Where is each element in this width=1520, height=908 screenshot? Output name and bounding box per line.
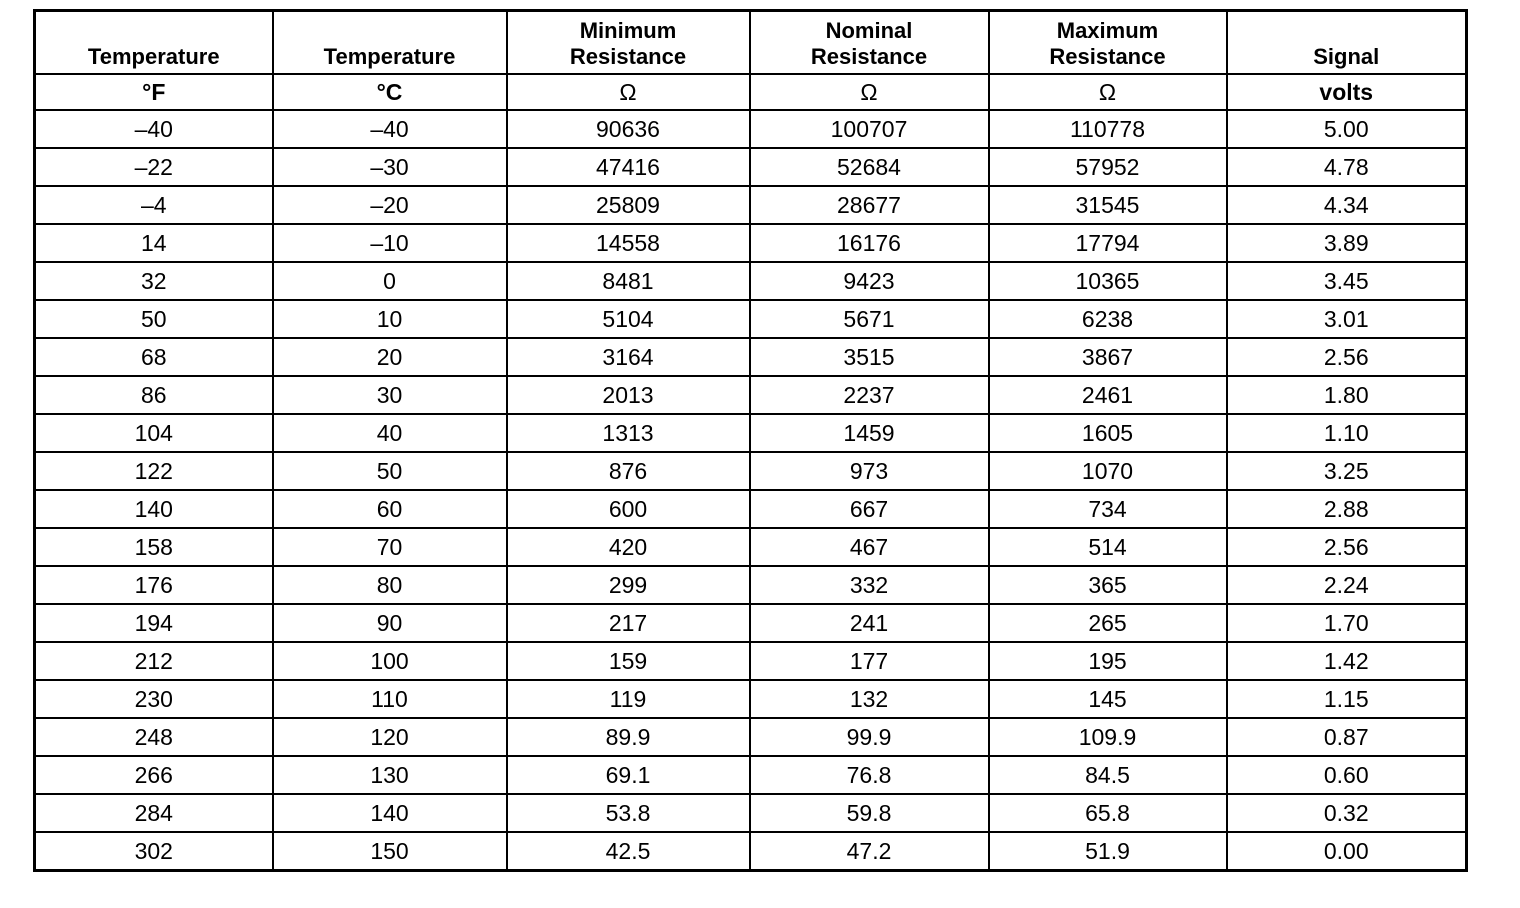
min-resistance-cell: 3164	[507, 338, 750, 376]
temp-c-cell: 50	[273, 452, 507, 490]
max-resistance-cell: 365	[989, 566, 1227, 604]
max-resistance-cell: 1070	[989, 452, 1227, 490]
signal-volts-cell: 2.24	[1227, 566, 1467, 604]
nominal-resistance-cell: 332	[750, 566, 989, 604]
nominal-resistance-cell: 28677	[750, 186, 989, 224]
temp-c-cell: 10	[273, 300, 507, 338]
min-resistance-cell: 600	[507, 490, 750, 528]
nominal-resistance-cell: 16176	[750, 224, 989, 262]
temp-c-cell: –30	[273, 148, 507, 186]
signal-volts-cell: 4.78	[1227, 148, 1467, 186]
temp-c-cell: 140	[273, 794, 507, 832]
min-resistance-cell: 8481	[507, 262, 750, 300]
temp-c-cell: 20	[273, 338, 507, 376]
signal-volts-cell: 1.42	[1227, 642, 1467, 680]
unit-ohm-minimum: Ω	[507, 74, 750, 110]
min-resistance-cell: 217	[507, 604, 750, 642]
table-row	[35, 452, 1467, 490]
header-maximum-resistance	[989, 11, 1227, 75]
min-resistance-cell: 14558	[507, 224, 750, 262]
header-line-2: Resistance	[1049, 44, 1166, 69]
temp-c-cell: 150	[273, 832, 507, 871]
nominal-resistance-cell: 59.8	[750, 794, 989, 832]
max-resistance-cell: 51.9	[989, 832, 1227, 871]
signal-volts-cell: 4.34	[1227, 186, 1467, 224]
header-line-1: Maximum	[1056, 18, 1159, 43]
signal-volts-cell: 2.56	[1227, 338, 1467, 376]
units-row	[35, 74, 1467, 110]
nominal-resistance-cell: 3515	[750, 338, 989, 376]
table-row	[35, 300, 1467, 338]
table-row	[35, 528, 1467, 566]
max-resistance-cell: 145	[989, 680, 1227, 718]
temp-f-cell: 122	[35, 452, 273, 490]
max-resistance-cell: 2461	[989, 376, 1227, 414]
table-row	[35, 490, 1467, 528]
signal-volts-cell: 1.70	[1227, 604, 1467, 642]
temp-f-cell: –4	[35, 186, 273, 224]
temp-c-cell: –10	[273, 224, 507, 262]
header-line-2: Temperature	[323, 44, 456, 69]
temp-c-cell: 0	[273, 262, 507, 300]
header-signal	[1227, 11, 1467, 75]
min-resistance-cell: 420	[507, 528, 750, 566]
temp-c-cell: 70	[273, 528, 507, 566]
temp-f-cell: –40	[35, 110, 273, 148]
signal-volts-cell: 2.56	[1227, 528, 1467, 566]
nominal-resistance-cell: 667	[750, 490, 989, 528]
min-resistance-cell: 2013	[507, 376, 750, 414]
nominal-resistance-cell: 1459	[750, 414, 989, 452]
nominal-resistance-cell: 76.8	[750, 756, 989, 794]
nominal-resistance-cell: 973	[750, 452, 989, 490]
signal-volts-cell: 1.15	[1227, 680, 1467, 718]
max-resistance-cell: 65.8	[989, 794, 1227, 832]
table-row	[35, 680, 1467, 718]
min-resistance-cell: 47416	[507, 148, 750, 186]
max-resistance-cell: 514	[989, 528, 1227, 566]
temp-f-cell: 50	[35, 300, 273, 338]
table-row	[35, 110, 1467, 148]
signal-volts-cell: 3.45	[1227, 262, 1467, 300]
header-line-1: Nominal	[825, 18, 913, 43]
max-resistance-cell: 110778	[989, 110, 1227, 148]
table-row	[35, 566, 1467, 604]
min-resistance-cell: 119	[507, 680, 750, 718]
signal-volts-cell: 2.88	[1227, 490, 1467, 528]
max-resistance-cell: 17794	[989, 224, 1227, 262]
temp-f-cell: 248	[35, 718, 273, 756]
max-resistance-cell: 57952	[989, 148, 1227, 186]
table-row	[35, 794, 1467, 832]
min-resistance-cell: 299	[507, 566, 750, 604]
min-resistance-cell: 876	[507, 452, 750, 490]
temp-c-cell: 100	[273, 642, 507, 680]
table-body	[35, 110, 1467, 871]
signal-volts-cell: 0.60	[1227, 756, 1467, 794]
temp-c-cell: 120	[273, 718, 507, 756]
temp-f-cell: 284	[35, 794, 273, 832]
table-row	[35, 832, 1467, 871]
table-row	[35, 718, 1467, 756]
nominal-resistance-cell: 52684	[750, 148, 989, 186]
temp-c-cell: –20	[273, 186, 507, 224]
temp-c-cell: 60	[273, 490, 507, 528]
temp-f-cell: 194	[35, 604, 273, 642]
temperature-resistance-table	[33, 9, 1468, 872]
table-row	[35, 224, 1467, 262]
header-temperature-f	[35, 11, 273, 75]
temp-f-cell: 68	[35, 338, 273, 376]
temp-f-cell: 230	[35, 680, 273, 718]
max-resistance-cell: 10365	[989, 262, 1227, 300]
temp-f-cell: 104	[35, 414, 273, 452]
temp-c-cell: 30	[273, 376, 507, 414]
header-temperature-c	[273, 11, 507, 75]
header-row	[35, 11, 1467, 75]
temp-f-cell: 14	[35, 224, 273, 262]
min-resistance-cell: 89.9	[507, 718, 750, 756]
min-resistance-cell: 53.8	[507, 794, 750, 832]
temp-f-cell: 86	[35, 376, 273, 414]
temp-f-cell: 176	[35, 566, 273, 604]
unit-volts: volts	[1227, 74, 1467, 110]
temp-f-cell: 158	[35, 528, 273, 566]
nominal-resistance-cell: 177	[750, 642, 989, 680]
nominal-resistance-cell: 132	[750, 680, 989, 718]
signal-volts-cell: 0.87	[1227, 718, 1467, 756]
max-resistance-cell: 109.9	[989, 718, 1227, 756]
nominal-resistance-cell: 100707	[750, 110, 989, 148]
table-header	[35, 11, 1467, 111]
max-resistance-cell: 734	[989, 490, 1227, 528]
nominal-resistance-cell: 241	[750, 604, 989, 642]
max-resistance-cell: 31545	[989, 186, 1227, 224]
temp-c-cell: 80	[273, 566, 507, 604]
unit-celsius: °C	[273, 74, 507, 110]
max-resistance-cell: 3867	[989, 338, 1227, 376]
nominal-resistance-cell: 2237	[750, 376, 989, 414]
max-resistance-cell: 84.5	[989, 756, 1227, 794]
header-nominal-resistance	[750, 11, 989, 75]
header-line-2: Resistance	[569, 44, 687, 69]
signal-volts-cell: 3.89	[1227, 224, 1467, 262]
header-minimum-resistance	[507, 11, 750, 75]
nominal-resistance-cell: 467	[750, 528, 989, 566]
nominal-resistance-cell: 99.9	[750, 718, 989, 756]
min-resistance-cell: 42.5	[507, 832, 750, 871]
signal-volts-cell: 3.25	[1227, 452, 1467, 490]
signal-volts-cell: 0.32	[1227, 794, 1467, 832]
table-row	[35, 414, 1467, 452]
header-line-2: Temperature	[87, 44, 220, 69]
nominal-resistance-cell: 47.2	[750, 832, 989, 871]
table-row	[35, 338, 1467, 376]
temp-c-cell: 40	[273, 414, 507, 452]
max-resistance-cell: 265	[989, 604, 1227, 642]
signal-volts-cell: 1.10	[1227, 414, 1467, 452]
temp-f-cell: 212	[35, 642, 273, 680]
unit-ohm-nominal: Ω	[750, 74, 989, 110]
min-resistance-cell: 159	[507, 642, 750, 680]
max-resistance-cell: 6238	[989, 300, 1227, 338]
signal-volts-cell: 1.80	[1227, 376, 1467, 414]
temp-c-cell: 90	[273, 604, 507, 642]
table-row	[35, 604, 1467, 642]
table-row	[35, 642, 1467, 680]
max-resistance-cell: 195	[989, 642, 1227, 680]
unit-ohm-maximum: Ω	[989, 74, 1227, 110]
nominal-resistance-cell: 5671	[750, 300, 989, 338]
signal-volts-cell: 0.00	[1227, 832, 1467, 871]
min-resistance-cell: 90636	[507, 110, 750, 148]
header-line-1: Minimum	[579, 18, 677, 43]
header-line-2: Resistance	[810, 44, 928, 69]
min-resistance-cell: 5104	[507, 300, 750, 338]
max-resistance-cell: 1605	[989, 414, 1227, 452]
temp-f-cell: –22	[35, 148, 273, 186]
min-resistance-cell: 25809	[507, 186, 750, 224]
temp-c-cell: 130	[273, 756, 507, 794]
min-resistance-cell: 69.1	[507, 756, 750, 794]
min-resistance-cell: 1313	[507, 414, 750, 452]
temp-c-cell: –40	[273, 110, 507, 148]
table-row	[35, 148, 1467, 186]
table-row	[35, 186, 1467, 224]
nominal-resistance-cell: 9423	[750, 262, 989, 300]
temp-f-cell: 32	[35, 262, 273, 300]
table-row	[35, 376, 1467, 414]
signal-volts-cell: 5.00	[1227, 110, 1467, 148]
temp-f-cell: 302	[35, 832, 273, 871]
header-line-2: Signal	[1313, 44, 1380, 69]
temp-c-cell: 110	[273, 680, 507, 718]
table-row	[35, 756, 1467, 794]
table-row	[35, 262, 1467, 300]
unit-fahrenheit: °F	[35, 74, 273, 110]
temp-f-cell: 266	[35, 756, 273, 794]
signal-volts-cell: 3.01	[1227, 300, 1467, 338]
temp-f-cell: 140	[35, 490, 273, 528]
